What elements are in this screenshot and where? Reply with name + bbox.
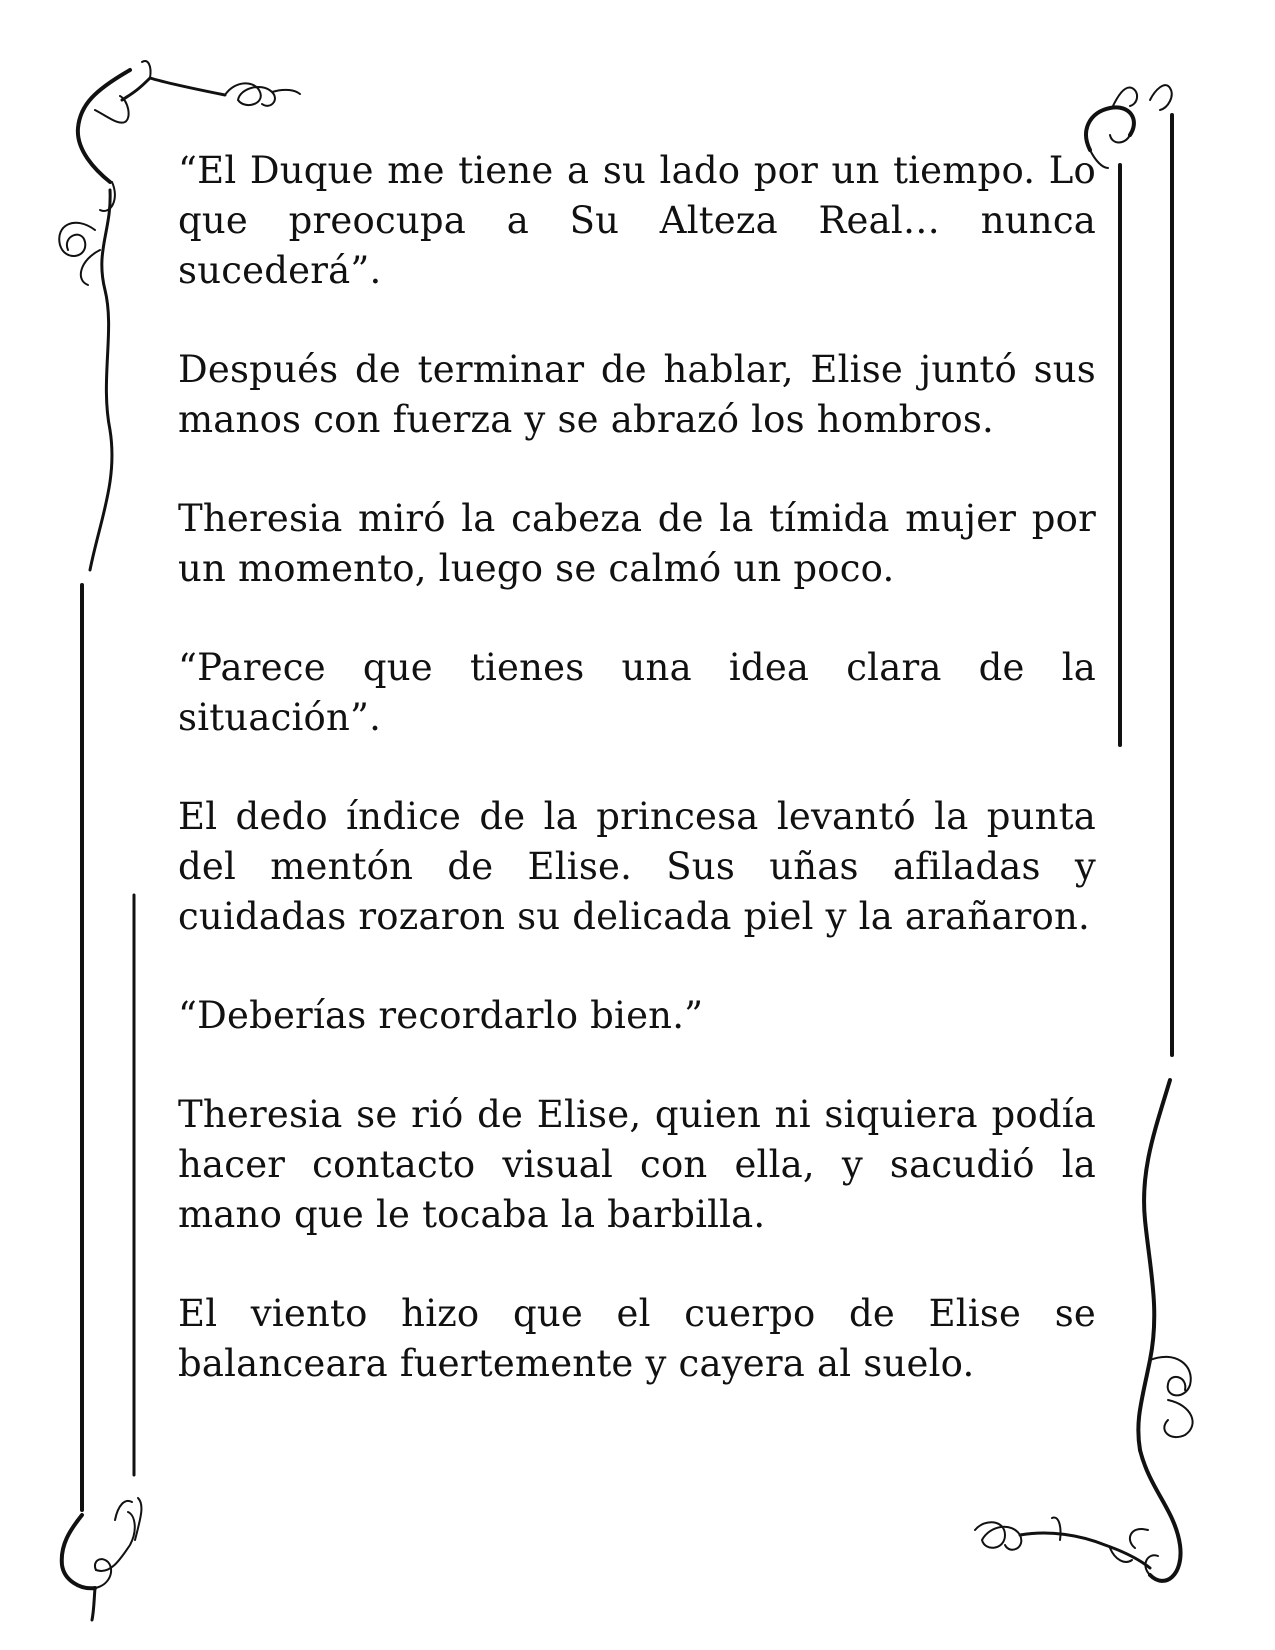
- paragraph-8: El viento hizo que el cuerpo de Elise se balanceara fuertemente y cayera al suelo.: [178, 1292, 1096, 1385]
- bottom-left-flourish-icon: [62, 1498, 142, 1620]
- paragraph-4: “Parece que tienes una idea clara de la situación”.: [178, 646, 1096, 739]
- paragraph-5: El dedo índice de la princesa levantó la punta del mentón de Elise. Sus uñas afiladas y cuidadas rozaron su delicada piel y la arañaron.: [178, 795, 1096, 938]
- paragraph-2: Después de terminar de hablar, Elise juntó sus manos con fuerza y se abrazó los hombros.: [178, 348, 1096, 441]
- paragraph-6: “Deberías recordarlo bien.”: [178, 994, 704, 1037]
- paragraph-3: Theresia miró la cabeza de la tímida mujer por un momento, luego se calmó un poco.: [178, 497, 1096, 590]
- paragraph-1: “El Duque me tiene a su lado por un tiempo. Lo que preocupa a Su Alteza Real… nunca sucederá”.: [178, 149, 1096, 292]
- paragraph-7: Theresia se rió de Elise, quien ni siquiera podía hacer contacto visual con ella, y sacudió la mano que le tocaba la barbilla.: [178, 1093, 1096, 1236]
- top-right-flourish-icon: [1086, 85, 1172, 1055]
- story-text-body: [178, 146, 1096, 1438]
